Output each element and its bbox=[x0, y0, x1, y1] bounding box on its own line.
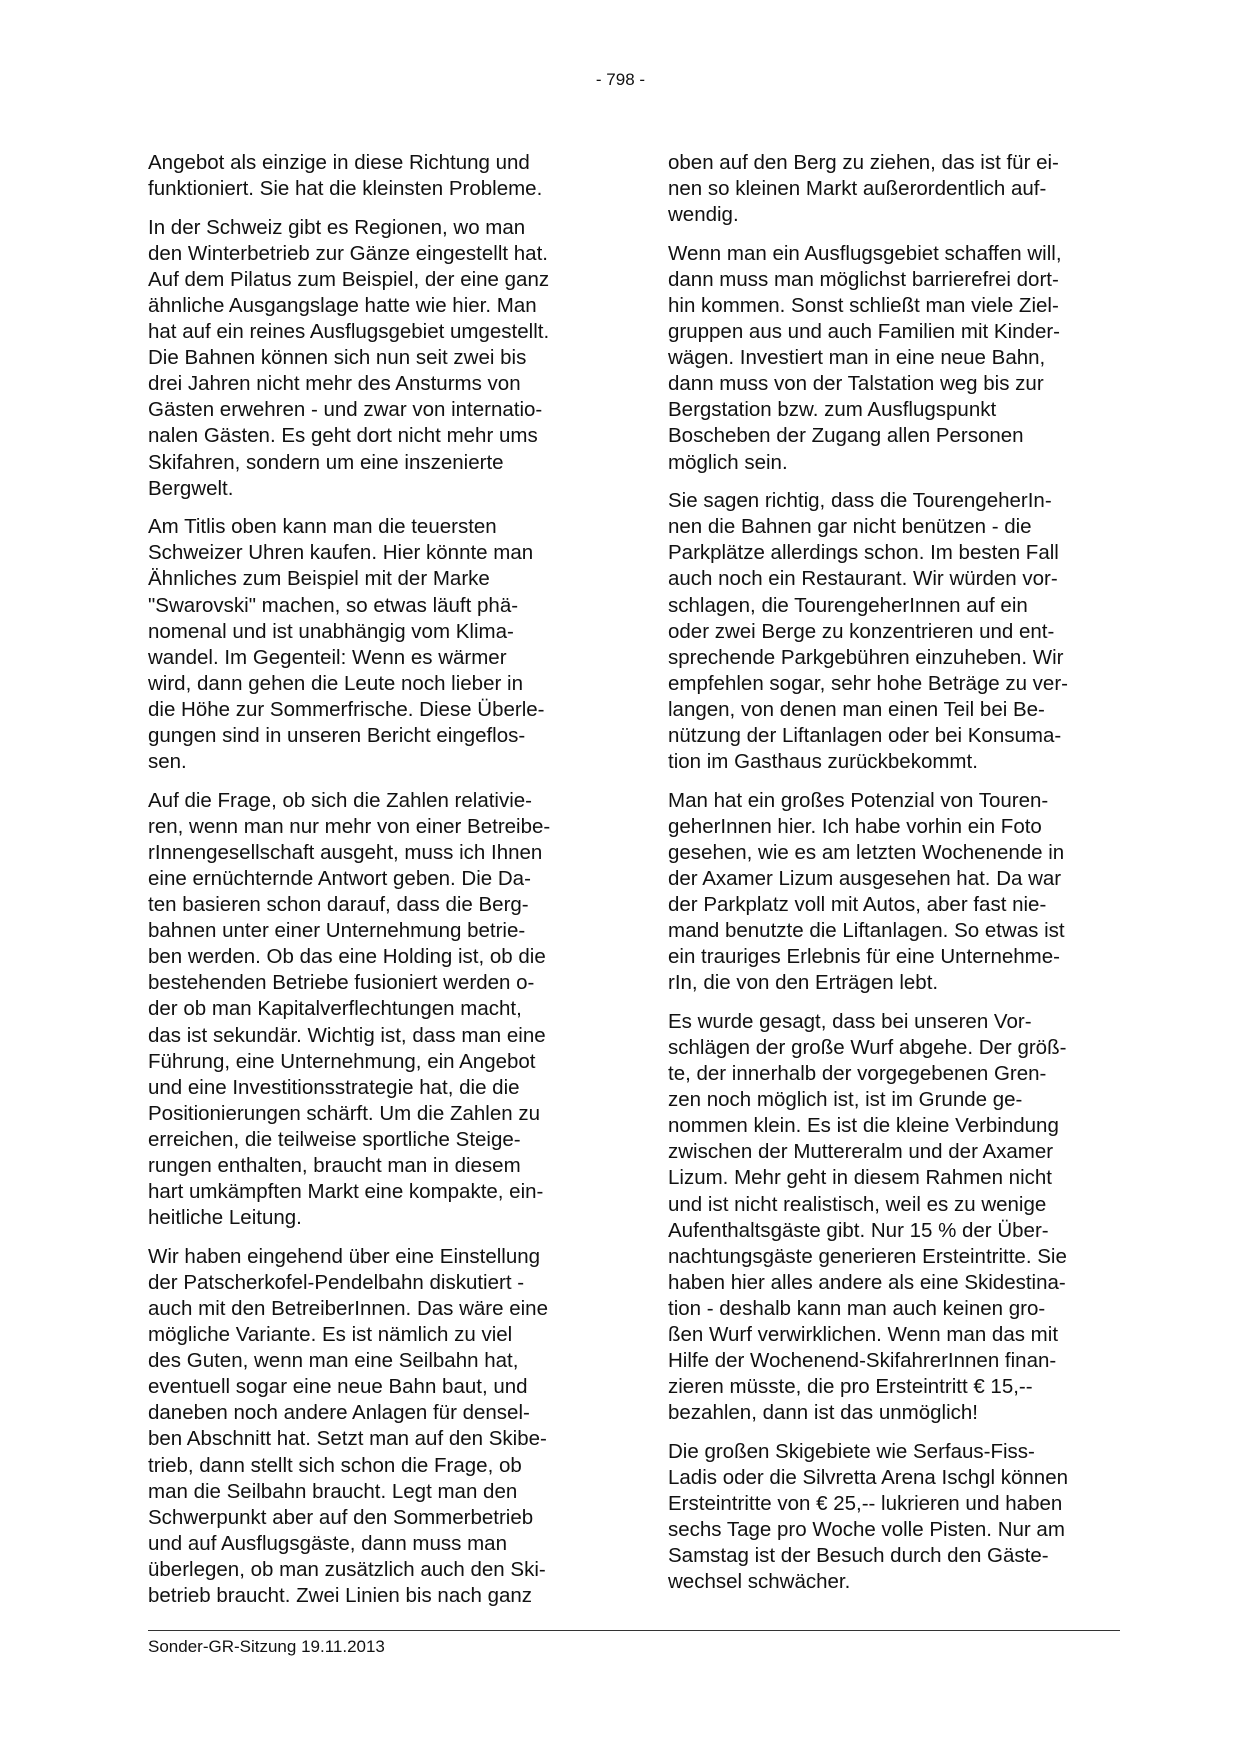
paragraph: Wir haben eingehend über eine Einstellung der Patscherkofel-Pendelbahn diskutiert - auch mit den BetreiberInnen. Das wäre eine mögliche Variante. Es ist nämlich zu viel des Guten, wenn man eine Seilbahn hat, eventuell sogar eine neue Bahn baut, und daneben noch andere Anlagen für densel- ben Abschnitt hat. Setzt man auf den Skibe- trieb, dann stellt sich schon die Frage, ob man die Seilbahn braucht. Legt man den Schwerpunkt aber auf den Sommerbetrieb und auf Ausflugsgäste, dann muss man überlegen, ob man zusätzlich auch den Ski- betrieb braucht. Zwei Linien bis nach ganz bbox=[148, 1244, 548, 1607]
paragraph: Angebot als einzige in diese Richtung und funktioniert. Sie hat die kleinsten Probleme. bbox=[148, 151, 543, 201]
paragraph: In der Schweiz gibt es Regionen, wo man den Winterbetrieb zur Gänze eingestellt hat. Auf dem Pilatus zum Beispiel, der eine ganz ähnliche Ausgangslage hatte wie hier. Man hat auf ein reines Ausflugsgebiet umgestellt. Die Bahnen können sich nun seit zwei bis drei Jahren nicht mehr des Ansturms von Gästen erwehren - und zwar von internatio- nalen Gästen. Es geht dort nicht mehr ums Skifahren, sondern um eine inszenierte Bergwelt. bbox=[148, 215, 550, 500]
paragraph: oben auf den Berg zu ziehen, das ist für ei- nen so kleinen Markt außerordentlich auf- wendig. bbox=[668, 151, 1059, 227]
paragraph: Sie sagen richtig, dass die TourengeherIn- nen die Bahnen gar nicht benützen - die Parkplätze allerdings schon. Im besten Fall auch noch ein Restaurant. Wir würden vor- schlagen, die TourengeherInnen auf ein oder zwei Berge zu konzentrieren und ent- sprechende Parkgebühren einzuheben. Wir empfehlen sogar, sehr hohe Beträge zu ver- langen, von denen man einen Teil bei Be- nützung der Liftanlagen oder bei Konsuma- tion im Gasthaus zurückbekommt. bbox=[668, 489, 1068, 774]
paragraph: Die großen Skigebiete wie Serfaus-Fiss- Ladis oder die Silvretta Arena Ischgl können Ersteintritte von € 25,-- lukrieren und haben sechs Tage pro Woche volle Pisten. Nur am Samstag ist der Besuch durch den Gäste- wechsel schwächer. bbox=[668, 1439, 1069, 1594]
footer-divider bbox=[148, 1630, 1120, 1631]
footer-text: Sonder-GR-Sitzung 19.11.2013 bbox=[148, 1637, 385, 1656]
paragraph: Am Titlis oben kann man die teuersten Schweizer Uhren kaufen. Hier könnte man Ähnliches zum Beispiel mit der Marke "Swarovski" machen, so etwas läuft phä- nomenal und ist unabhängig vom Klima- wandel. Im Gegenteil: Wenn es wärmer wird, dann gehen die Leute noch lieber in die Höhe zur Sommerfrische. Diese Überle- gungen sind in unseren Bericht eingeflos- sen. bbox=[148, 515, 545, 774]
right-column bbox=[668, 150, 1128, 1608]
left-column bbox=[148, 150, 603, 1622]
paragraph: Es wurde gesagt, dass bei unseren Vor- schlägen der große Wurf abgehe. Der größ- te, der innerhalb der vorgegebenen Gren- zen noch möglich ist, ist im Grunde ge- nommen klein. Es ist die kleine Verbindung zwischen der Muttereralm und der Axamer Lizum. Mehr geht in diesem Rahmen nicht und ist nicht realistisch, weil es zu wenige Aufenthaltsgäste gibt. Nur 15 % der Über- nachtungsgäste generieren Ersteintritte. Sie haben hier alles andere als eine Skidestina- tion - deshalb kann man auch keinen gro- ßen Wurf verwirklichen. Wenn man das mit Hilfe der Wochenend-SkifahrerInnen finan- zieren müsste, die pro Ersteintritt € 15,-- bezahlen, dann ist das unmöglich! bbox=[668, 1009, 1067, 1425]
paragraph: Wenn man ein Ausflugsgebiet schaffen will, dann muss man möglichst barrierefrei dort- hin kommen. Sonst schließt man viele Ziel- gruppen aus und auch Familien mit Kinder- wägen. Investiert man in eine neue Bahn, dann muss von der Talstation weg bis zur Bergstation bzw. zum Ausflugspunkt Boscheben der Zugang allen Personen möglich sein. bbox=[668, 241, 1062, 474]
page-number: - 798 - bbox=[595, 70, 646, 89]
paragraph: Man hat ein großes Potenzial von Touren- geherInnen hier. Ich habe vorhin ein Foto gesehen, wie es am letzten Wochenende in der Axamer Lizum ausgesehen hat. Da war der Parkplatz voll mit Autos, aber fast nie- mand benutzte die Liftanlagen. So etwas ist ein trauriges Erlebnis für eine Unternehme- rIn, die von den Erträgen lebt. bbox=[668, 788, 1065, 995]
paragraph: Auf die Frage, ob sich die Zahlen relativie- ren, wenn man nur mehr von einer Betreibe- rInnengesellschaft ausgeht, muss ich Ihnen eine ernüchternde Antwort geben. Die Da- ten basieren schon darauf, dass die Berg- bahnen unter einer Unternehmung betrie- ben werden. Ob das eine Holding ist, ob die bestehenden Betriebe fusioniert werden o- der ob man Kapitalverflechtungen macht, das ist sekundär. Wichtig ist, dass man eine Führung, eine Unternehmung, ein Angebot und eine Investitionsstrategie hat, die die Positionierungen schärft. Um die Zahlen zu erreichen, die teilweise sportliche Steige- rungen enthalten, braucht man in diesem hart umkämpften Markt eine kompakte, ein- heitliche Leitung. bbox=[148, 788, 551, 1230]
